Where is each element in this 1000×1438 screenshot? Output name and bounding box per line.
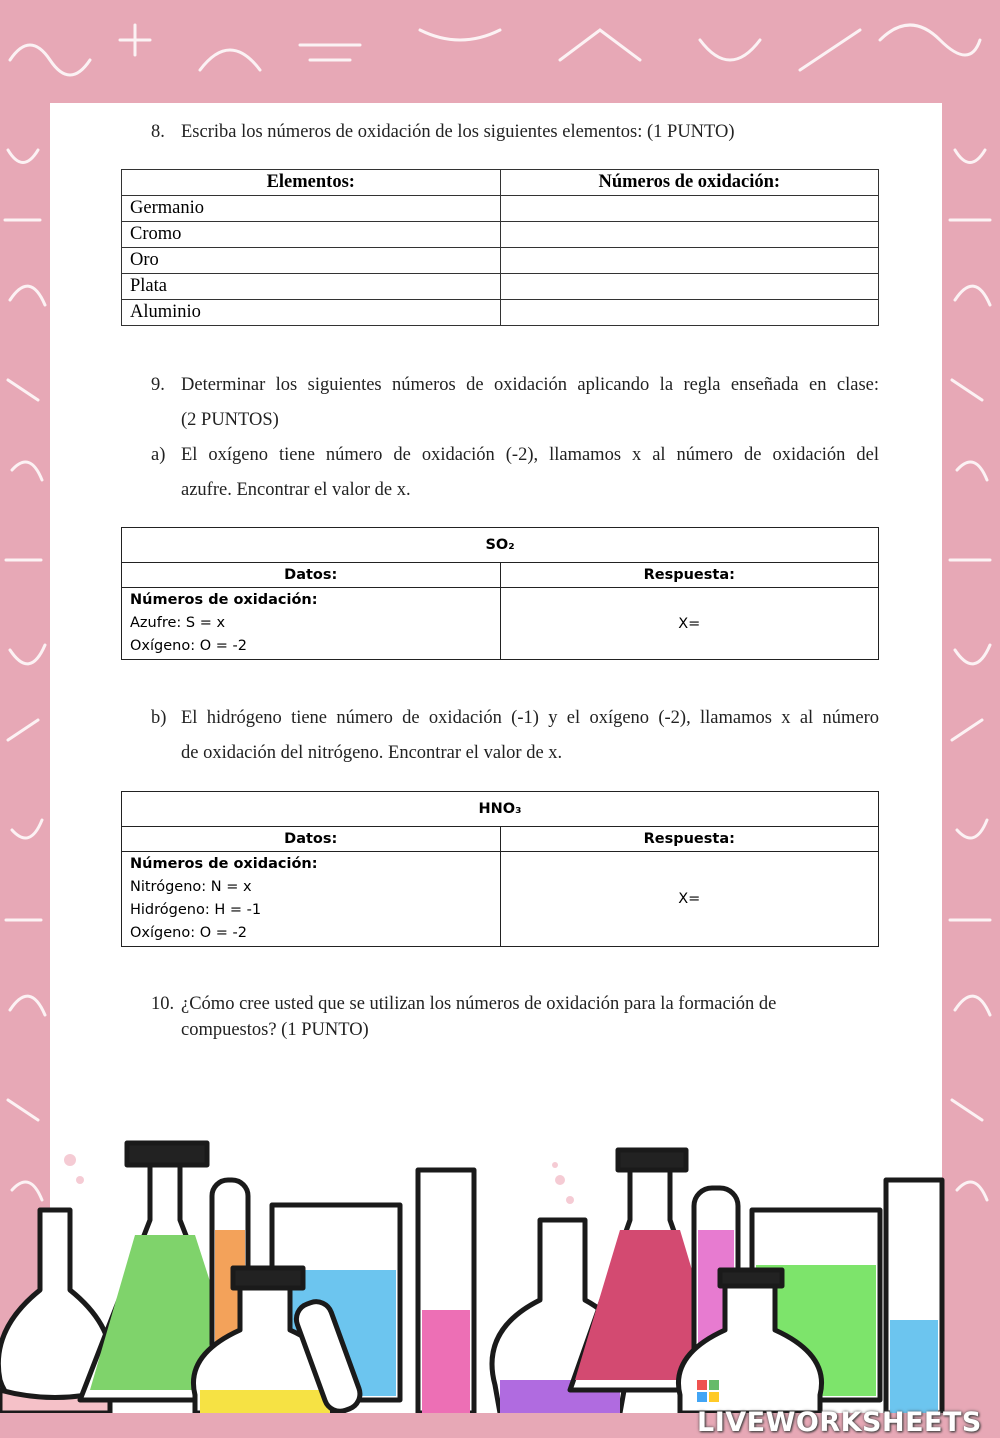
sub-question-label: a) bbox=[151, 445, 166, 465]
question-text-line: El hidrógeno tiene número de oxidación (-1) y el oxígeno (-2), llamamos x al número bbox=[181, 708, 879, 728]
elements-table bbox=[121, 169, 879, 326]
table-title: SO₂ bbox=[122, 528, 879, 563]
liveworksheets-logo-icon bbox=[697, 1380, 719, 1402]
question-number: 10. bbox=[151, 994, 175, 1014]
table-header-row bbox=[122, 170, 879, 196]
element-name: Aluminio bbox=[122, 300, 501, 326]
question-text-line: ¿Cómo cree usted que se utilizan los números de oxidación para la formación de bbox=[181, 994, 777, 1014]
question-9b bbox=[151, 701, 879, 771]
answer-cell[interactable] bbox=[500, 300, 879, 326]
data-line: Oxígeno: O = -2 bbox=[130, 638, 247, 654]
flask-stopper-icon bbox=[720, 1270, 782, 1286]
answer-cell[interactable] bbox=[500, 274, 879, 300]
answer-cell[interactable] bbox=[500, 222, 879, 248]
answer-field[interactable]: X= bbox=[500, 852, 879, 947]
question-text bbox=[181, 368, 879, 438]
table-row bbox=[122, 196, 879, 222]
question-text-line: compuestos? (1 PUNTO) bbox=[181, 1020, 369, 1040]
question-text-line: El oxígeno tiene número de oxidación (-2), llamamos x al número de oxidación del bbox=[181, 445, 879, 465]
element-name: Cromo bbox=[122, 222, 501, 248]
question-number: 9. bbox=[151, 375, 165, 395]
answer-cell[interactable] bbox=[500, 248, 879, 274]
question-text bbox=[181, 701, 879, 771]
data-line: Azufre: S = x bbox=[130, 615, 226, 631]
flask-stopper-icon bbox=[127, 1143, 207, 1165]
data-title: Números de oxidación: bbox=[130, 856, 318, 872]
answer-field[interactable]: X= bbox=[500, 588, 879, 660]
question-number: 8. bbox=[151, 122, 165, 142]
sub-question-label: b) bbox=[151, 708, 167, 728]
column-header-datos: Datos: bbox=[122, 827, 501, 852]
table-row bbox=[122, 300, 879, 326]
question-10 bbox=[151, 991, 879, 1043]
column-header-datos: Datos: bbox=[122, 563, 501, 588]
question-text: Escriba los números de oxidación de los siguientes elementos: (1 PUNTO) bbox=[181, 122, 735, 142]
element-name: Plata bbox=[122, 274, 501, 300]
data-cell bbox=[122, 588, 501, 660]
column-header-respuesta: Respuesta: bbox=[500, 827, 879, 852]
question-text-line: (2 PUNTOS) bbox=[181, 410, 279, 430]
table-row bbox=[122, 248, 879, 274]
hno3-table bbox=[121, 791, 879, 947]
table-row bbox=[122, 222, 879, 248]
data-line: Nitrógeno: N = x bbox=[130, 879, 252, 895]
watermark-text: LIVEWORKSHEETS bbox=[697, 1407, 982, 1438]
question-text-line: azufre. Encontrar el valor de x. bbox=[181, 480, 411, 500]
column-header-oxidation: Números de oxidación: bbox=[500, 170, 879, 196]
question-9a bbox=[151, 438, 879, 508]
question-text bbox=[181, 438, 879, 508]
flask-stopper-icon bbox=[618, 1150, 686, 1170]
column-header-elements: Elementos: bbox=[122, 170, 501, 196]
column-header-respuesta: Respuesta: bbox=[500, 563, 879, 588]
so2-table bbox=[121, 527, 879, 660]
flask-stopper-icon bbox=[233, 1268, 303, 1288]
liveworksheets-logo[interactable] bbox=[697, 1376, 1000, 1438]
data-title: Números de oxidación: bbox=[130, 592, 318, 608]
data-line: Hidrógeno: H = -1 bbox=[130, 902, 262, 918]
question-text-line: de oxidación del nitrógeno. Encontrar el valor de x. bbox=[181, 743, 563, 763]
data-line: Oxígeno: O = -2 bbox=[130, 925, 247, 941]
table-title: HNO₃ bbox=[122, 792, 879, 827]
data-cell bbox=[122, 852, 501, 947]
question-text bbox=[181, 991, 879, 1043]
answer-cell[interactable] bbox=[500, 196, 879, 222]
question-text-line: Determinar los siguientes números de oxidación aplicando la regla enseñada en clase: bbox=[181, 375, 879, 395]
question-9 bbox=[151, 368, 879, 438]
element-name: Oro bbox=[122, 248, 501, 274]
table-row bbox=[122, 274, 879, 300]
lab-glassware-illustration bbox=[0, 1140, 1000, 1413]
element-name: Germanio bbox=[122, 196, 501, 222]
